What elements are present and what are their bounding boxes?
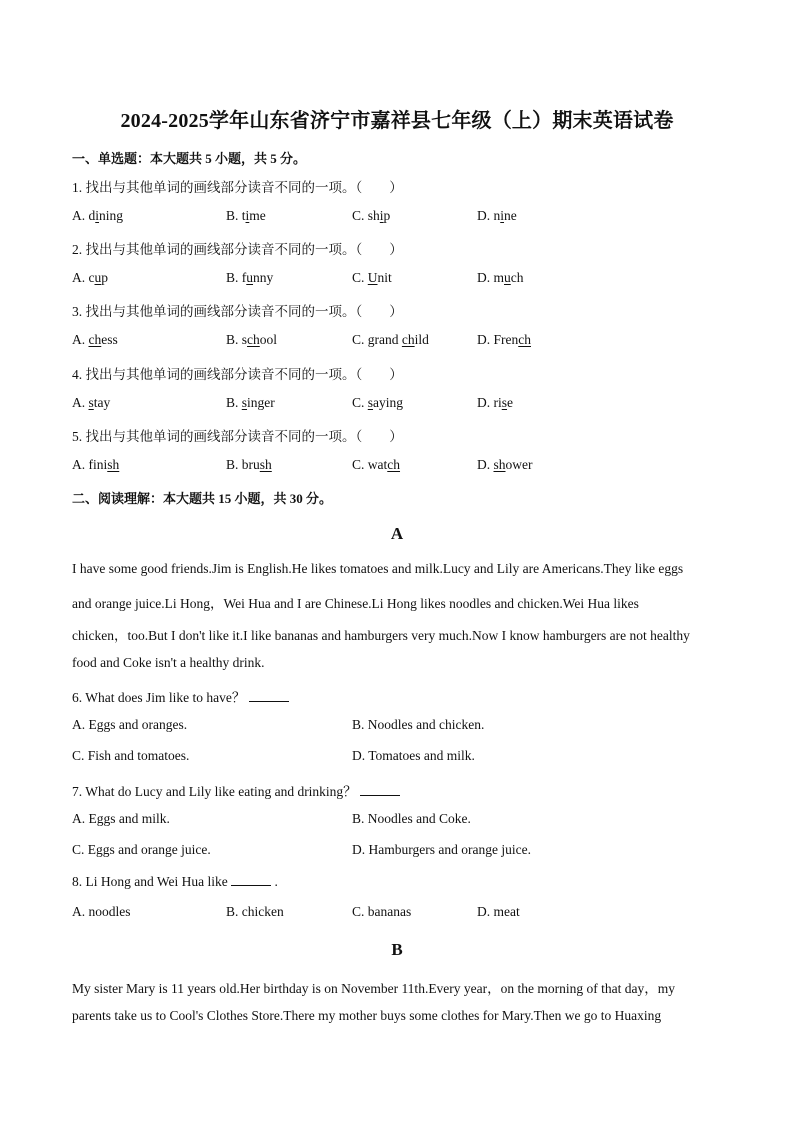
passage-a-line: chicken，too.But I don't like it.I like bananas and hamburgers very much.Now I know hamburgers are not healthy — [72, 628, 690, 643]
question-3-stem: 3. 找出与其他单词的画线部分读音不同的一项。（ ） — [72, 304, 403, 319]
option-c[interactable]: C. Unit — [352, 270, 392, 285]
option-a[interactable]: A. stay — [72, 395, 111, 410]
option-b[interactable]: B. Noodles and Coke. — [352, 811, 471, 826]
option-a[interactable]: A. Eggs and milk. — [72, 811, 170, 826]
option-d[interactable]: D. rise — [477, 395, 514, 410]
answer-blank[interactable] — [231, 873, 271, 886]
option-d[interactable]: D. much — [477, 270, 524, 285]
passage-a-label: A — [390, 524, 404, 543]
option-d[interactable]: D. meat — [477, 904, 520, 919]
question-5-options — [72, 457, 732, 475]
option-a[interactable]: A. cup — [72, 270, 108, 285]
option-c[interactable]: C. grand child — [352, 332, 429, 347]
question-4-stem: 4. 找出与其他单词的画线部分读音不同的一项。（ ） — [72, 367, 403, 382]
option-b[interactable]: B. chicken — [226, 904, 284, 919]
option-b[interactable]: B. funny — [226, 270, 274, 285]
option-a[interactable]: A. Eggs and oranges. — [72, 717, 188, 732]
answer-blank[interactable] — [249, 689, 289, 702]
question-5-stem: 5. 找出与其他单词的画线部分读音不同的一项。（ ） — [72, 429, 403, 444]
question-1-options — [72, 208, 732, 226]
option-a[interactable]: A. chess — [72, 332, 118, 347]
option-b[interactable]: B. singer — [226, 395, 275, 410]
option-a[interactable]: A. dining — [72, 208, 124, 223]
page-title: 2024-2025学年山东省济宁市嘉祥县七年级（上）期末英语试卷 — [120, 110, 674, 132]
passage-b-line: parents take us to Cool's Clothes Store.There my mother buys some clothes for Mary.Then we go to Huaxing — [72, 1008, 662, 1023]
option-a[interactable]: A. finish — [72, 457, 120, 472]
option-d[interactable]: D. Tomatoes and milk. — [352, 748, 475, 763]
question-7-stem: 7. What do Lucy and Lily like eating and drinking？ — [72, 780, 400, 800]
option-d[interactable]: D. Hamburgers and orange juice. — [352, 842, 531, 857]
question-4-options — [72, 395, 732, 413]
option-c[interactable]: C. bananas — [352, 904, 412, 919]
question-3-options — [72, 332, 732, 350]
question-8-stem: 8. Li Hong and Wei Hua like . — [72, 874, 278, 889]
question-2-stem: 2. 找出与其他单词的画线部分读音不同的一项。（ ） — [72, 242, 403, 257]
option-c[interactable]: C. Fish and tomatoes. — [72, 748, 190, 763]
option-b[interactable]: B. Noodles and chicken. — [352, 717, 485, 732]
question-1-stem: 1. 找出与其他单词的画线部分读音不同的一项。（ ） — [72, 180, 403, 195]
option-b[interactable]: B. school — [226, 332, 278, 347]
option-a[interactable]: A. noodles — [72, 904, 131, 919]
passage-b-line: My sister Mary is 11 years old.Her birthday is on November 11th.Every year，on the morning of that day，my — [72, 981, 675, 996]
option-c[interactable]: C. Eggs and orange juice. — [72, 842, 211, 857]
passage-a-line: food and Coke isn't a healthy drink. — [72, 655, 265, 670]
option-d[interactable]: D. French — [477, 332, 531, 347]
option-b[interactable]: B. brush — [226, 457, 272, 472]
section-heading-single-choice: 一、单选题：本大题共 5 小题，共 5 分。 — [72, 151, 307, 166]
passage-b-label: B — [391, 940, 403, 959]
passage-a-line: I have some good friends.Jim is English.He likes tomatoes and milk.Lucy and Lily are Americans.They like eggs — [72, 561, 684, 576]
option-d[interactable]: D. nine — [477, 208, 517, 223]
option-c[interactable]: C. saying — [352, 395, 404, 410]
option-c[interactable]: C. ship — [352, 208, 391, 223]
answer-blank[interactable] — [360, 783, 400, 796]
option-b[interactable]: B. time — [226, 208, 266, 223]
option-c[interactable]: C. watch — [352, 457, 401, 472]
passage-a-line: and orange juice.Li Hong，Wei Hua and I are Chinese.Li Hong likes noodles and chicken.Wei Hua likes — [72, 596, 639, 611]
option-d[interactable]: D. shower — [477, 457, 533, 472]
section-heading-reading: 二、阅读理解：本大题共 15 小题，共 30 分。 — [72, 491, 333, 506]
question-6-stem: 6. What does Jim like to have？ — [72, 686, 289, 706]
question-2-options — [72, 270, 732, 288]
